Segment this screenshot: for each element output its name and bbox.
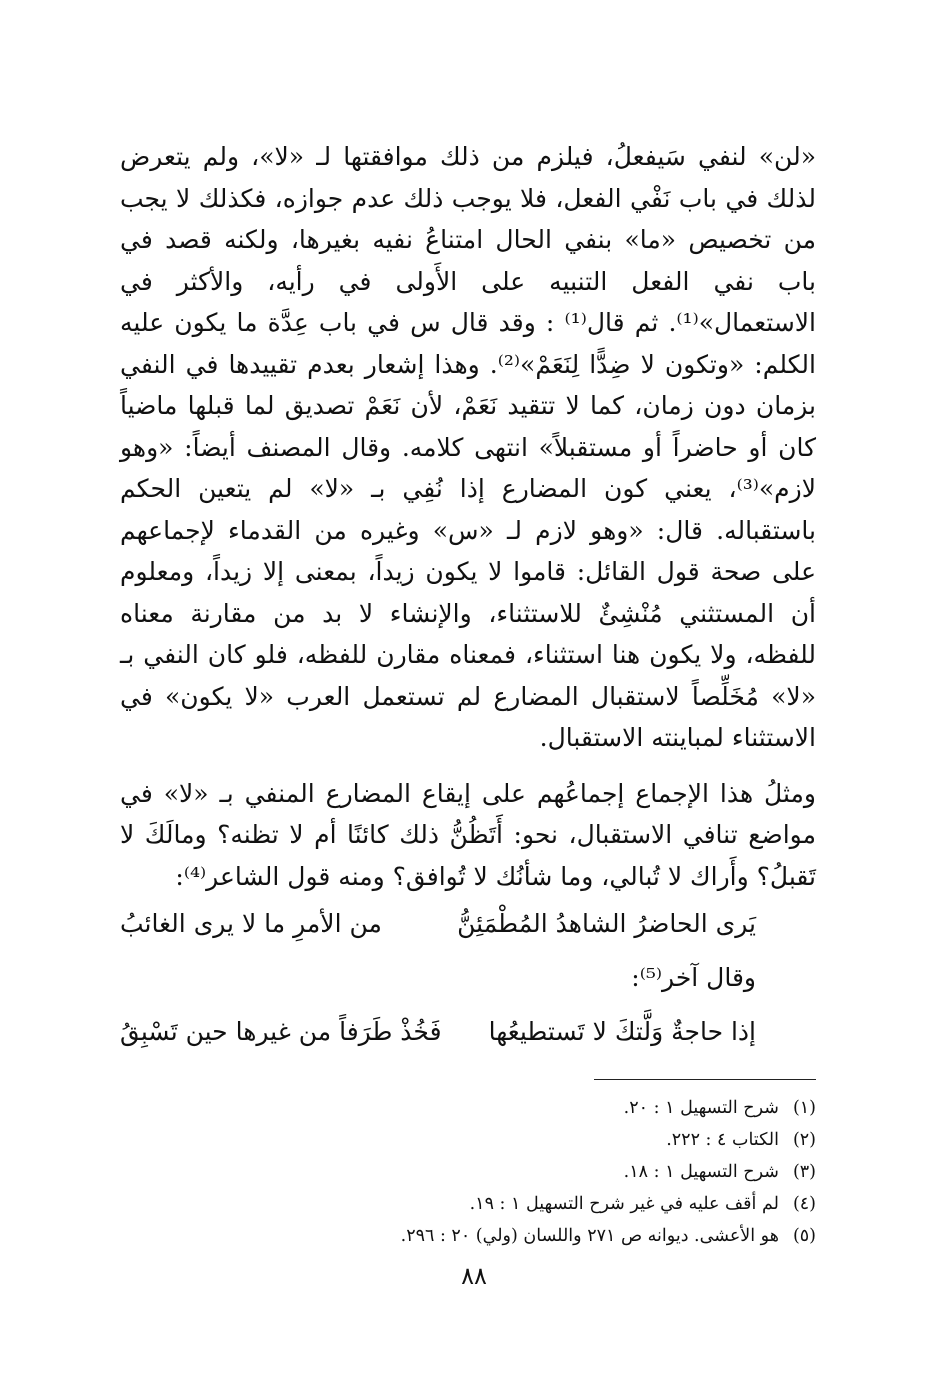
footnote-text: الكتاب ٤ : ٢٢٢. <box>666 1130 779 1150</box>
footnote-number: (٥) <box>792 1226 816 1246</box>
footnote-text: شرح التسهيل ١ : ٢٠. <box>623 1098 779 1118</box>
footnote-number: (٣) <box>792 1162 816 1182</box>
verse-1-second-hemistich: من الأمرِ ما لا يرى الغائبُ <box>120 909 382 938</box>
footnote-4 <box>120 1188 816 1220</box>
verse-line-2 <box>120 1007 816 1057</box>
verse-intro: وقال آخر⁽⁵⁾: <box>631 963 756 992</box>
footnote-divider <box>594 1079 816 1080</box>
footnote-1 <box>120 1092 816 1124</box>
paragraph-1: «لن» لنفي سَيفعلُ، فيلزم من ذلك موافقتها لـ «لا»، ولم يتعرض لذلك في باب نَفْي الفعل، فلا يوجب ذلك عدم جوازه، فكذلك لا يجب من تخصيص «ما» بنفي الحال امتناعُ نفيه بغيرها، ولكنه قصد في باب نفي الفعل التنبيه على الأَولى في رأيه، والأكثر في الاستعمال»⁽¹⁾. ثم قال⁽¹⁾ : وقد قال س في باب عِدَّة ما يكون عليه الكلم: «وتكون لا ضِدًّا لِنَعَمْ»⁽²⁾. وهذا إشعار بعدم تقييدها في النفي بزمان دون زمان، كما لا تتقيد نَعَمْ، لأن نَعَمْ تصديق لما قبلها ماضياً كان أو حاضراً أو مستقبلاً» انتهى كلامه. وقال المصنف أيضاً: «وهو لازم»⁽³⁾، يعني كون المضارع إذا نُفِي بـ «لا» لم يتعين الحكم باستقباله. قال: «وهو لازم لـ «س» وغيره من القدماء لإجماعهم على صحة قول القائل: قاموا لا يكون زيداً، بمعنى إلا زيداً، ومعلوم أن المستثني مُنْشِئٌ للاستثناء، والإنشاء لا بد من مقارنة معناه للفظه، ولا يكون هنا استثناء، فمعناه مقارن للفظه، فلو كان النفي بـ «لا» مُخَلِّصاً لاستقبال المضارع لم تستعمل العرب «لا يكون» في الاستثناء لمباينته الاستقبال. <box>120 142 817 752</box>
footnote-text: شرح التسهيل ١ : ١٨. <box>623 1162 779 1182</box>
footnote-number: (٤) <box>792 1194 816 1214</box>
verse-2-second-hemistich: فَخُذْ طَرَفاً من غيرها حين تَسْبِقُ <box>120 1017 442 1046</box>
footnote-5 <box>120 1220 816 1252</box>
paragraph-2: ومثلُ هذا الإجماع إجماعُهم على إيقاع المضارع المنفي بـ «لا» في مواضع تنافي الاستقبال، نحو: أَتَظُنُّ ذلك كائنًا أم لا تظنه؟ ومالَكَ لا تَقبلُ؟ وأَراك لا تُبالي، وما شأنُك لا تُوافق؟ ومنه قول الشاعر⁽⁴⁾: <box>120 778 816 891</box>
verse-1-first-hemistich: يَرى الحاضرُ الشاهدُ المُطْمَئِنُّ <box>457 909 756 938</box>
footnote-number: (٢) <box>792 1130 816 1150</box>
verse-line-1 <box>120 899 816 949</box>
footnote-3 <box>120 1156 816 1188</box>
verse-2-first-hemistich: إذا حاجةٌ وَلَّتكَ لا تَستطيعُها <box>488 1017 756 1046</box>
footnotes <box>120 1092 816 1252</box>
page-body <box>120 136 816 1252</box>
footnote-2 <box>120 1124 816 1156</box>
page-number: ٨٨ <box>461 1262 487 1290</box>
footnote-text: لم أقف عليه في غير شرح التسهيل ١ : ١٩. <box>469 1194 779 1214</box>
footnote-number: (١) <box>792 1098 816 1118</box>
footnote-text: هو الأعشى. ديوانه ص ٢٧١ واللسان (ولي) ٢٠ : ٢٩٦. <box>400 1226 779 1246</box>
